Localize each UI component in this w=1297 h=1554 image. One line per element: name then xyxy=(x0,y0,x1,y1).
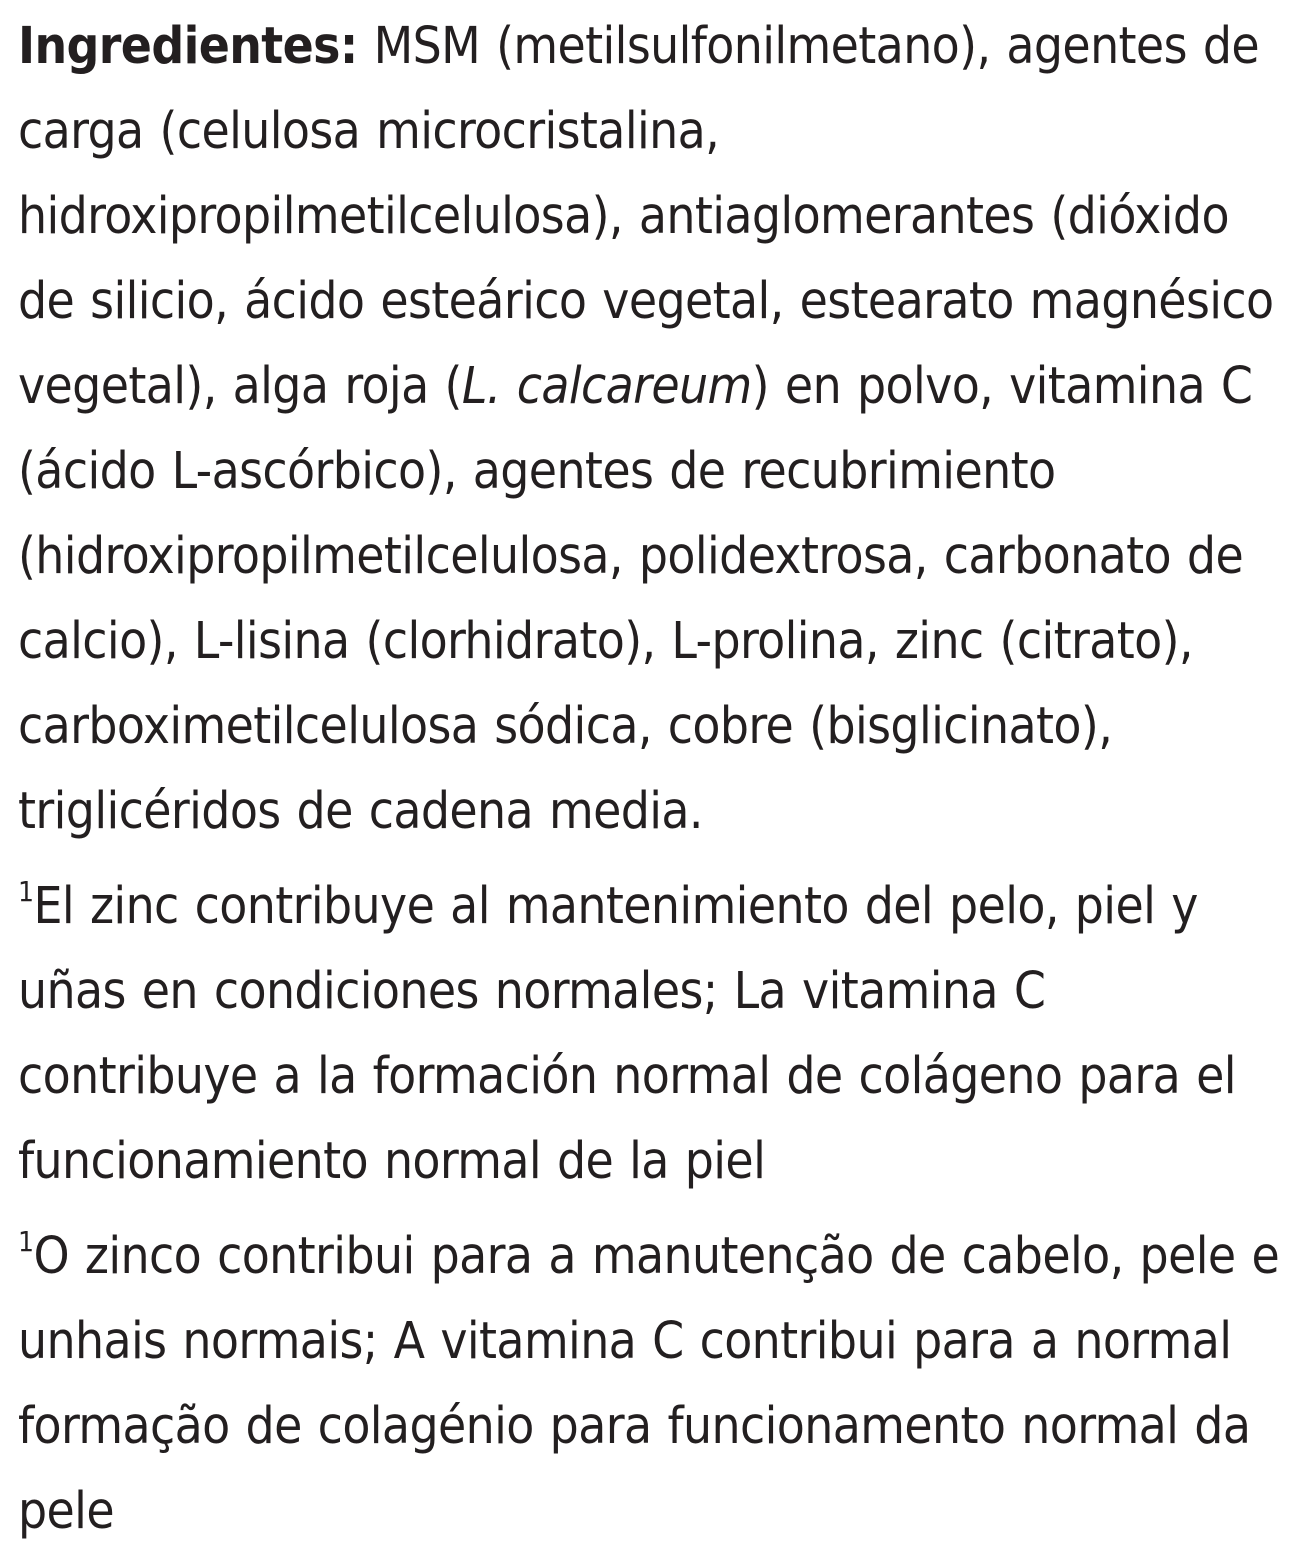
claim-spanish-paragraph xyxy=(18,864,1288,1204)
claim-portuguese-paragraph xyxy=(18,1214,1288,1554)
ingredients-heading: Ingredientes: xyxy=(18,17,358,76)
ingredients-paragraph xyxy=(18,4,1288,854)
ingredients-text-part2: ) en polvo, vitamina C (ácido L-ascórbico), agentes de recubrimiento (hidroxipropilmetilcelulosa, polidextrosa, carbonato de calcio), L-lisina (clorhidrato), L-prolina, zinc (citrato), carboximetilcelulosa sódica, cobre (bisglicinato), triglicéridos de cadena media. xyxy=(18,357,1253,841)
footnote-marker: 1 xyxy=(18,1225,34,1258)
ingredients-species: L. calcareum xyxy=(461,357,752,416)
claim-spanish-text: El zinc contribuye al mantenimiento del pelo, piel y uñas en condiciones normales; La vitamina C contribuye a la formación normal de colágeno para el funcionamiento normal de la piel xyxy=(18,877,1236,1191)
claim-portuguese-text: O zinco contribui para a manutenção de cabelo, pele e unhais normais; A vitamina C contribui para a normal formação de colagénio para funcionamento normal da pele xyxy=(18,1227,1280,1541)
ingredient-label xyxy=(18,4,1288,1554)
footnote-marker: 1 xyxy=(18,875,34,908)
ingredients-text-part1: MSM (metilsulfonilmetano), agentes de carga (celulosa microcristalina, hidroxipropilmetilcelulosa), antiaglomerantes (dióxido de silicio, ácido esteárico vegetal, estearato magnésico vegetal), alga roja ( xyxy=(18,17,1274,416)
